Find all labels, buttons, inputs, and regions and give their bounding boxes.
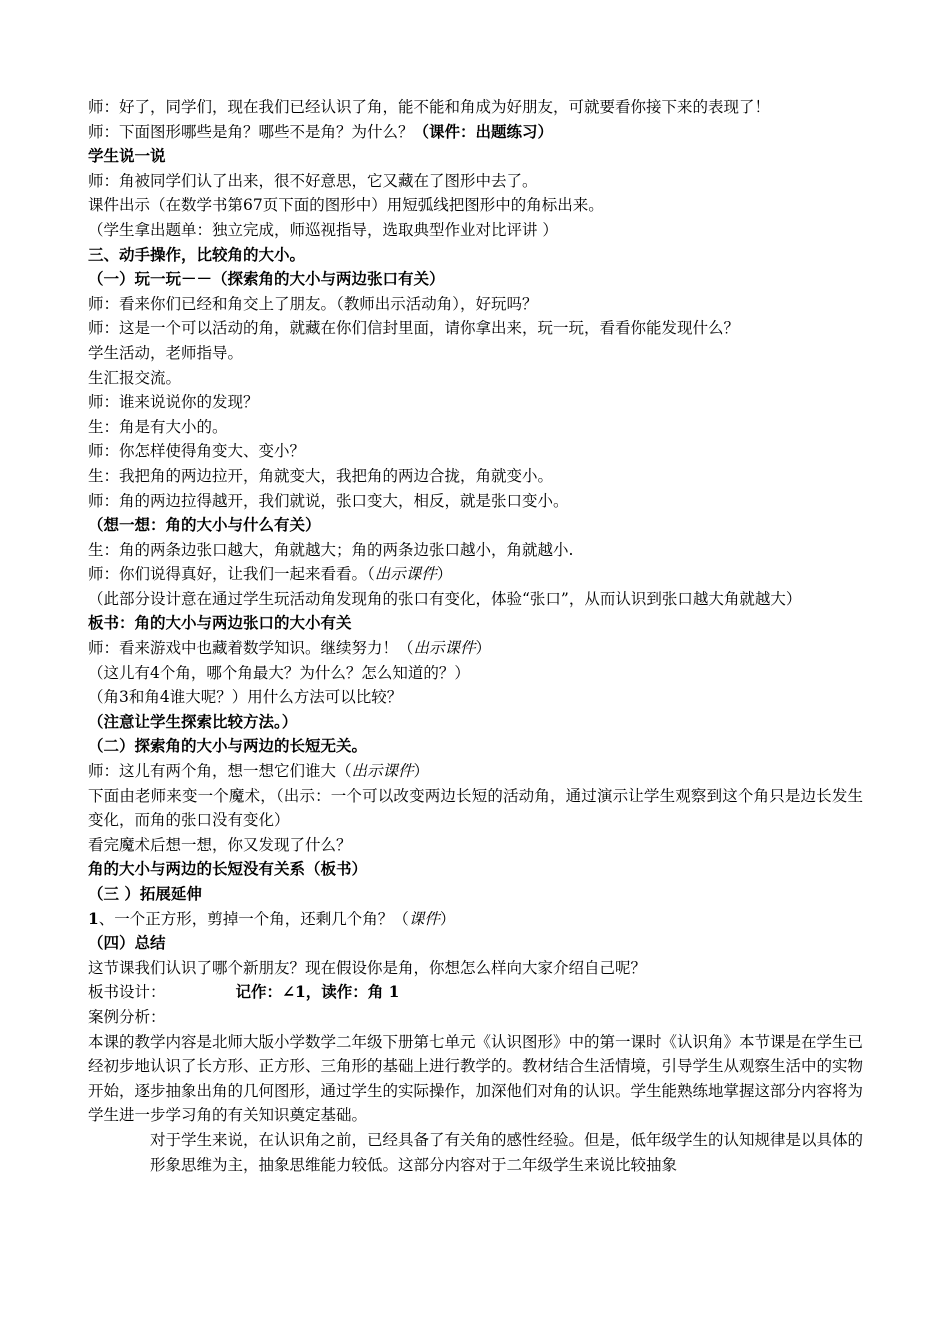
paragraph: 生：角的两条边张口越大，角就越大；角的两条边张口越小，角就越小. <box>88 540 574 559</box>
section-heading: （三 ）拓展延伸 <box>88 884 202 903</box>
paragraph: （角3和角4谁大呢？）用什么方法可以比较？ <box>88 688 403 707</box>
section-heading: （四）总结 <box>88 933 166 953</box>
board-design: 板书设计： 记作：∠1，读作：角 1 <box>88 982 400 1002</box>
section-heading: （想一想：角的大小与什么有关） <box>88 515 321 535</box>
section-heading: 三、动手操作，比较角的大小。 <box>88 244 306 264</box>
section-heading: （一）玩一玩－－（探索角的大小与两边张口有关） <box>88 269 445 289</box>
paragraph: 生汇报交流。 <box>88 368 182 387</box>
paragraph: 师：看来游戏中也藏着数学知识。继续努力！（出示课件） <box>88 639 492 658</box>
board-note: 板书：角的大小与两边张口的大小有关 <box>88 613 352 633</box>
paragraph: 师：角的两边拉得越开，我们就说，张口变大，相反，就是张口变小。 <box>88 491 569 510</box>
paragraph: 师：谁来说说你的发现？ <box>88 393 259 412</box>
paragraph: 生：角是有大小的。 <box>88 417 228 436</box>
paragraph: 师：这儿有两个角，想一想它们谁大（出示课件） <box>88 762 430 781</box>
paragraph: 师：你怎样使得角变大、变小？ <box>88 442 306 461</box>
board-note: 角的大小与两边的长短没有关系（板书） <box>88 859 368 879</box>
paragraph: 师：下面图形哪些是角？哪些不是角？为什么？（课件：出题练习） <box>88 121 554 141</box>
paragraph: 师：看来你们已经和角交上了朋友。（教师出示活动角），好玩吗？ <box>88 294 538 313</box>
paragraph: 这节课我们认识了哪个新朋友？现在假设你是角，你想怎么样向大家介绍自己呢？ <box>88 958 647 977</box>
heading: 学生说一说 <box>88 146 166 166</box>
paragraph: 看完魔术后想一想，你又发现了什么？ <box>88 835 352 854</box>
paragraph: 师：好了，同学们，现在我们已经认识了角，能不能和角成为好朋友，可就要看你接下来的表现了！ <box>88 98 771 116</box>
paragraph: 课件出示（在数学书第67页下面的图形中）用短弧线把图形中的角标出来。 <box>88 196 604 215</box>
paragraph: 师：你们说得真好，让我们一起来看看。（出示课件） <box>88 565 453 584</box>
paragraph: （学生拿出题单：独立完成，师巡视指导，选取典型作业对比评讲 ） <box>88 220 558 239</box>
paragraph: （此部分设计意在通过学生玩活动角发现角的张口有变化，体验“张口”，从而认识到张口越大角就越大） <box>88 589 802 608</box>
analysis-paragraph: 对于学生来说，在认识角之前，已经具备了有关角的感性经验。但是，低年级学生的认知规律是以具体的形象思维为主，抽象思维能力较低。这部分内容对于二年级学生来说比较抽象 <box>150 1130 864 1174</box>
section-heading: （二）探索角的大小与两边的长短无关。 <box>88 736 368 756</box>
analysis-paragraph: 本课的教学内容是北师大版小学数学二年级下册第七单元《认识图形》中的第一课时《认识角》本节课是在学生已经初步地认识了长方形、正方形、三角形的基础上进行教学的。教材结合生活情境，引导学生从观察生活中的实物开始，逐步抽象出角的几何图形，通过学生的实际操作，加深他们对角的认识。学生能熟练地掌握这部分内容将为学生进一步学习角的有关知识奠定基础。 <box>88 1032 864 1125</box>
paragraph: 师：角被同学们认了出来，很不好意思，它又藏在了图形中去了。 <box>88 171 538 190</box>
paragraph: 1、一个正方形，剪掉一个角，还剩几个角？（课件） <box>88 908 456 928</box>
paragraph: 生：我把角的两边拉开，角就变大，我把角的两边合拢，角就变小。 <box>88 466 554 485</box>
document-page <box>88 95 863 1177</box>
note: （注意让学生探索比较方法。） <box>88 711 298 731</box>
paragraph: 师：这是一个可以活动的角，就藏在你们信封里面，请你拿出来，玩一玩，看看你能发现什么？ <box>88 319 740 338</box>
paragraph: 案例分析： <box>88 1007 166 1026</box>
paragraph: （这儿有4个角，哪个角最大？为什么？怎么知道的？） <box>88 663 470 682</box>
paragraph: 学生活动，老师指导。 <box>88 343 244 362</box>
paragraph: 下面由老师来变一个魔术，（出示：一个可以改变两边长短的活动角，通过演示让学生观察到这个角只是边长发生变化，而角的张口没有变化） <box>88 786 863 830</box>
